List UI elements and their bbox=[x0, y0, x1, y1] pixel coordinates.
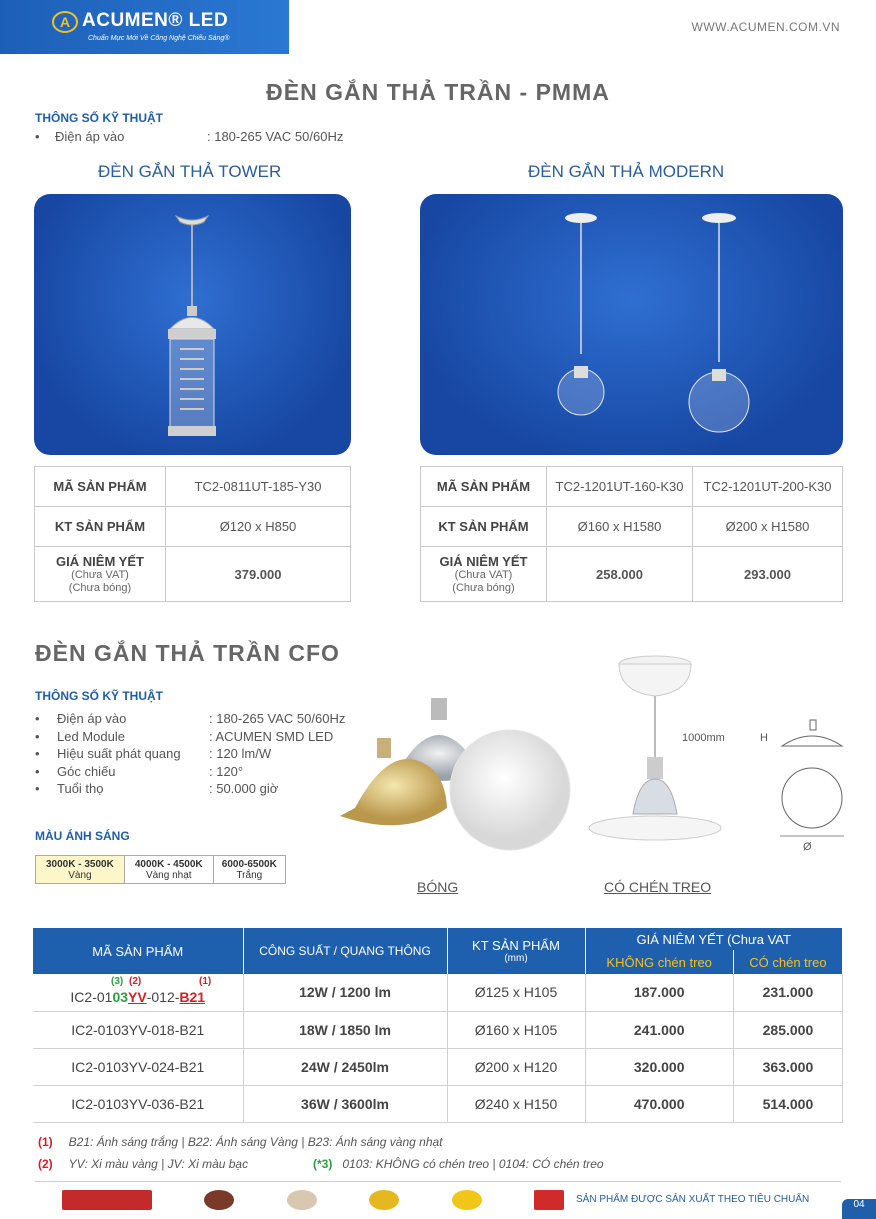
price-label: GIÁ NIÊM YẾT bbox=[56, 553, 144, 569]
col-power: CÔNG SUẤT / QUANG THÔNG bbox=[243, 928, 447, 974]
table-row bbox=[33, 1048, 843, 1085]
col-cup: CÓ chén treo bbox=[733, 950, 842, 974]
dim-height: H bbox=[760, 732, 768, 744]
vn-logo-icon bbox=[534, 1190, 564, 1210]
brand-name: ACUMEN® LED bbox=[82, 10, 229, 31]
price-cup: 231.000 bbox=[733, 974, 842, 1011]
price-label: GIÁ NIÊM YẾT bbox=[439, 553, 528, 569]
product-code: IC2-0103YV-024-B21 bbox=[33, 1048, 243, 1085]
footer-text: SẢN PHẨM ĐƯỢC SẢN XUẤT THEO TIÊU CHUẨN bbox=[576, 1194, 810, 1205]
spec-item: • Góc chiếu : 120° bbox=[35, 763, 244, 779]
price-header bbox=[35, 547, 166, 602]
product-price: 293.000 bbox=[693, 547, 843, 602]
price-note-bulb: (Chưa bóng) bbox=[452, 581, 515, 594]
brand-tagline: Chuẩn Mực Mới Về Công Nghệ Chiếu Sáng® bbox=[88, 35, 230, 42]
power-cell: 24W / 2450lm bbox=[243, 1048, 447, 1085]
product-price: 379.000 bbox=[166, 547, 351, 602]
size-cell: Ø125 x H105 bbox=[447, 974, 585, 1011]
note-3: (*3) 0103: KHÔNG có chén treo | 0104: CÓ chén treo bbox=[313, 1157, 604, 1171]
note-2: (2) YV: Xi màu vàng | JV: Xi màu bạc bbox=[38, 1157, 249, 1171]
iso-logo-icon bbox=[62, 1190, 152, 1210]
spec-item: • Điện áp vào : 180-265 VAC 50/60Hz bbox=[35, 711, 346, 726]
col-code: MÃ SẢN PHẨM bbox=[33, 928, 243, 974]
swatch-cool: 6000-6500K Trắng bbox=[213, 856, 285, 884]
product-code: (3) (2) (1) IC2-0103YV-012-B21 bbox=[33, 974, 243, 1011]
certification-logos bbox=[62, 1190, 612, 1215]
award-logo-icon bbox=[287, 1190, 317, 1210]
bulb-label: BÓNG bbox=[417, 879, 459, 895]
cfo-price-table bbox=[33, 928, 843, 1123]
price-no-cup: 470.000 bbox=[585, 1085, 733, 1122]
col-no-cup: KHÔNG chén treo bbox=[585, 950, 733, 974]
dimension-diagram bbox=[772, 714, 852, 844]
spec-item: • Hiệu suất phát quang : 120 lm/W bbox=[35, 746, 272, 761]
cfo-spec-title: THÔNG SỐ KỸ THUẬT bbox=[35, 689, 163, 703]
pmma-spec-title: THÔNG SỐ KỸ THUẬT bbox=[35, 111, 163, 125]
spec-item: • Led Module : ACUMEN SMD LED bbox=[35, 728, 334, 744]
page-number: 04 bbox=[842, 1199, 876, 1219]
price-cup: 514.000 bbox=[733, 1085, 842, 1122]
price-note-vat: (Chưa VAT) bbox=[71, 568, 129, 581]
price-cup: 285.000 bbox=[733, 1011, 842, 1048]
power-cell: 12W / 1200 lm bbox=[243, 974, 447, 1011]
power-cell: 36W / 3600lm bbox=[243, 1085, 447, 1122]
product-code: TC2-1201UT-200-K30 bbox=[693, 467, 843, 507]
col-size: KT SẢN PHẨM (mm) bbox=[447, 928, 585, 974]
product-size: Ø160 x H1580 bbox=[547, 507, 693, 547]
dim-diameter: Ø bbox=[803, 841, 812, 853]
footer-divider bbox=[35, 1181, 841, 1182]
gold-medal-icon bbox=[369, 1190, 399, 1210]
product-price: 258.000 bbox=[547, 547, 693, 602]
size-cell: Ø200 x H120 bbox=[447, 1048, 585, 1085]
tower-lamp-image bbox=[34, 194, 351, 455]
pmma-spec-row: • Điện áp vào : 180-265 VAC 50/60Hz bbox=[35, 129, 344, 144]
seal-logo-icon bbox=[204, 1190, 234, 1210]
cfo-pendant-image bbox=[585, 652, 725, 852]
tower-lamp-icon bbox=[34, 194, 351, 455]
product-code: TC2-0811UT-185-Y30 bbox=[166, 467, 351, 507]
cfo-spec-list bbox=[35, 710, 345, 798]
dim-length: 1000mm bbox=[682, 732, 725, 744]
table-row bbox=[33, 1085, 843, 1122]
price-note-bulb: (Chưa bóng) bbox=[68, 581, 132, 594]
cfo-title: ĐÈN GẮN THẢ TRẦN CFO bbox=[35, 640, 340, 666]
spec-item: • Tuổi thọ : 50.000 giờ bbox=[35, 781, 279, 796]
tower-title: ĐÈN GẮN THẢ TOWER bbox=[98, 162, 282, 181]
table-row bbox=[33, 974, 843, 1011]
col-price: GIÁ NIÊM YẾT (Chưa VAT bbox=[585, 928, 843, 950]
price-no-cup: 187.000 bbox=[585, 974, 733, 1011]
product-code: TC2-1201UT-160-K30 bbox=[547, 467, 693, 507]
cfo-bulb-image bbox=[335, 690, 575, 865]
price-no-cup: 320.000 bbox=[585, 1048, 733, 1085]
price-header bbox=[421, 547, 547, 602]
tower-spec-table bbox=[34, 466, 351, 602]
brand-header bbox=[0, 0, 289, 54]
product-size: Ø120 x H850 bbox=[166, 507, 351, 547]
color-title: MÀU ÁNH SÁNG bbox=[35, 829, 130, 843]
price-note-vat: (Chưa VAT) bbox=[454, 568, 513, 581]
product-code: IC2-0103YV-018-B21 bbox=[33, 1011, 243, 1048]
pendant-label: CÓ CHÉN TREO bbox=[604, 879, 712, 895]
table-row bbox=[33, 1011, 843, 1048]
size-header: KT SẢN PHẨM bbox=[35, 507, 166, 547]
modern-spec-table bbox=[420, 466, 843, 602]
size-header: KT SẢN PHẨM bbox=[421, 507, 547, 547]
code-header: MÃ SẢN PHẨM bbox=[35, 467, 166, 507]
power-cell: 18W / 1850 lm bbox=[243, 1011, 447, 1048]
globe-lamp-icon bbox=[420, 194, 843, 455]
modern-title: ĐÈN GẮN THẢ MODERN bbox=[528, 162, 725, 181]
size-cell: Ø240 x H150 bbox=[447, 1085, 585, 1122]
color-swatch-table bbox=[35, 855, 286, 884]
quality-logo-icon bbox=[452, 1190, 482, 1210]
spec-label: Điện áp vào bbox=[55, 129, 125, 144]
logo-icon: A bbox=[52, 11, 78, 33]
price-cup: 363.000 bbox=[733, 1048, 842, 1085]
price-no-cup: 241.000 bbox=[585, 1011, 733, 1048]
swatch-neutral: 4000K - 4500K Vàng nhạt bbox=[124, 856, 213, 884]
modern-lamp-image bbox=[420, 194, 843, 455]
size-cell: Ø160 x H105 bbox=[447, 1011, 585, 1048]
website-link[interactable]: WWW.ACUMEN.COM.VN bbox=[691, 20, 840, 34]
pmma-title: ĐÈN GẮN THẢ TRẦN - PMMA bbox=[266, 79, 610, 105]
note-1: (1) B21: Ánh sáng trắng | B22: Ánh sáng Vàng | B23: Ánh sáng vàng nhạt bbox=[38, 1135, 443, 1149]
product-size: Ø200 x H1580 bbox=[693, 507, 843, 547]
product-code: IC2-0103YV-036-B21 bbox=[33, 1085, 243, 1122]
spec-value: : 180-265 VAC 50/60Hz bbox=[207, 129, 344, 144]
code-header: MÃ SẢN PHẨM bbox=[421, 467, 547, 507]
swatch-warm: 3000K - 3500K Vàng bbox=[36, 856, 125, 884]
